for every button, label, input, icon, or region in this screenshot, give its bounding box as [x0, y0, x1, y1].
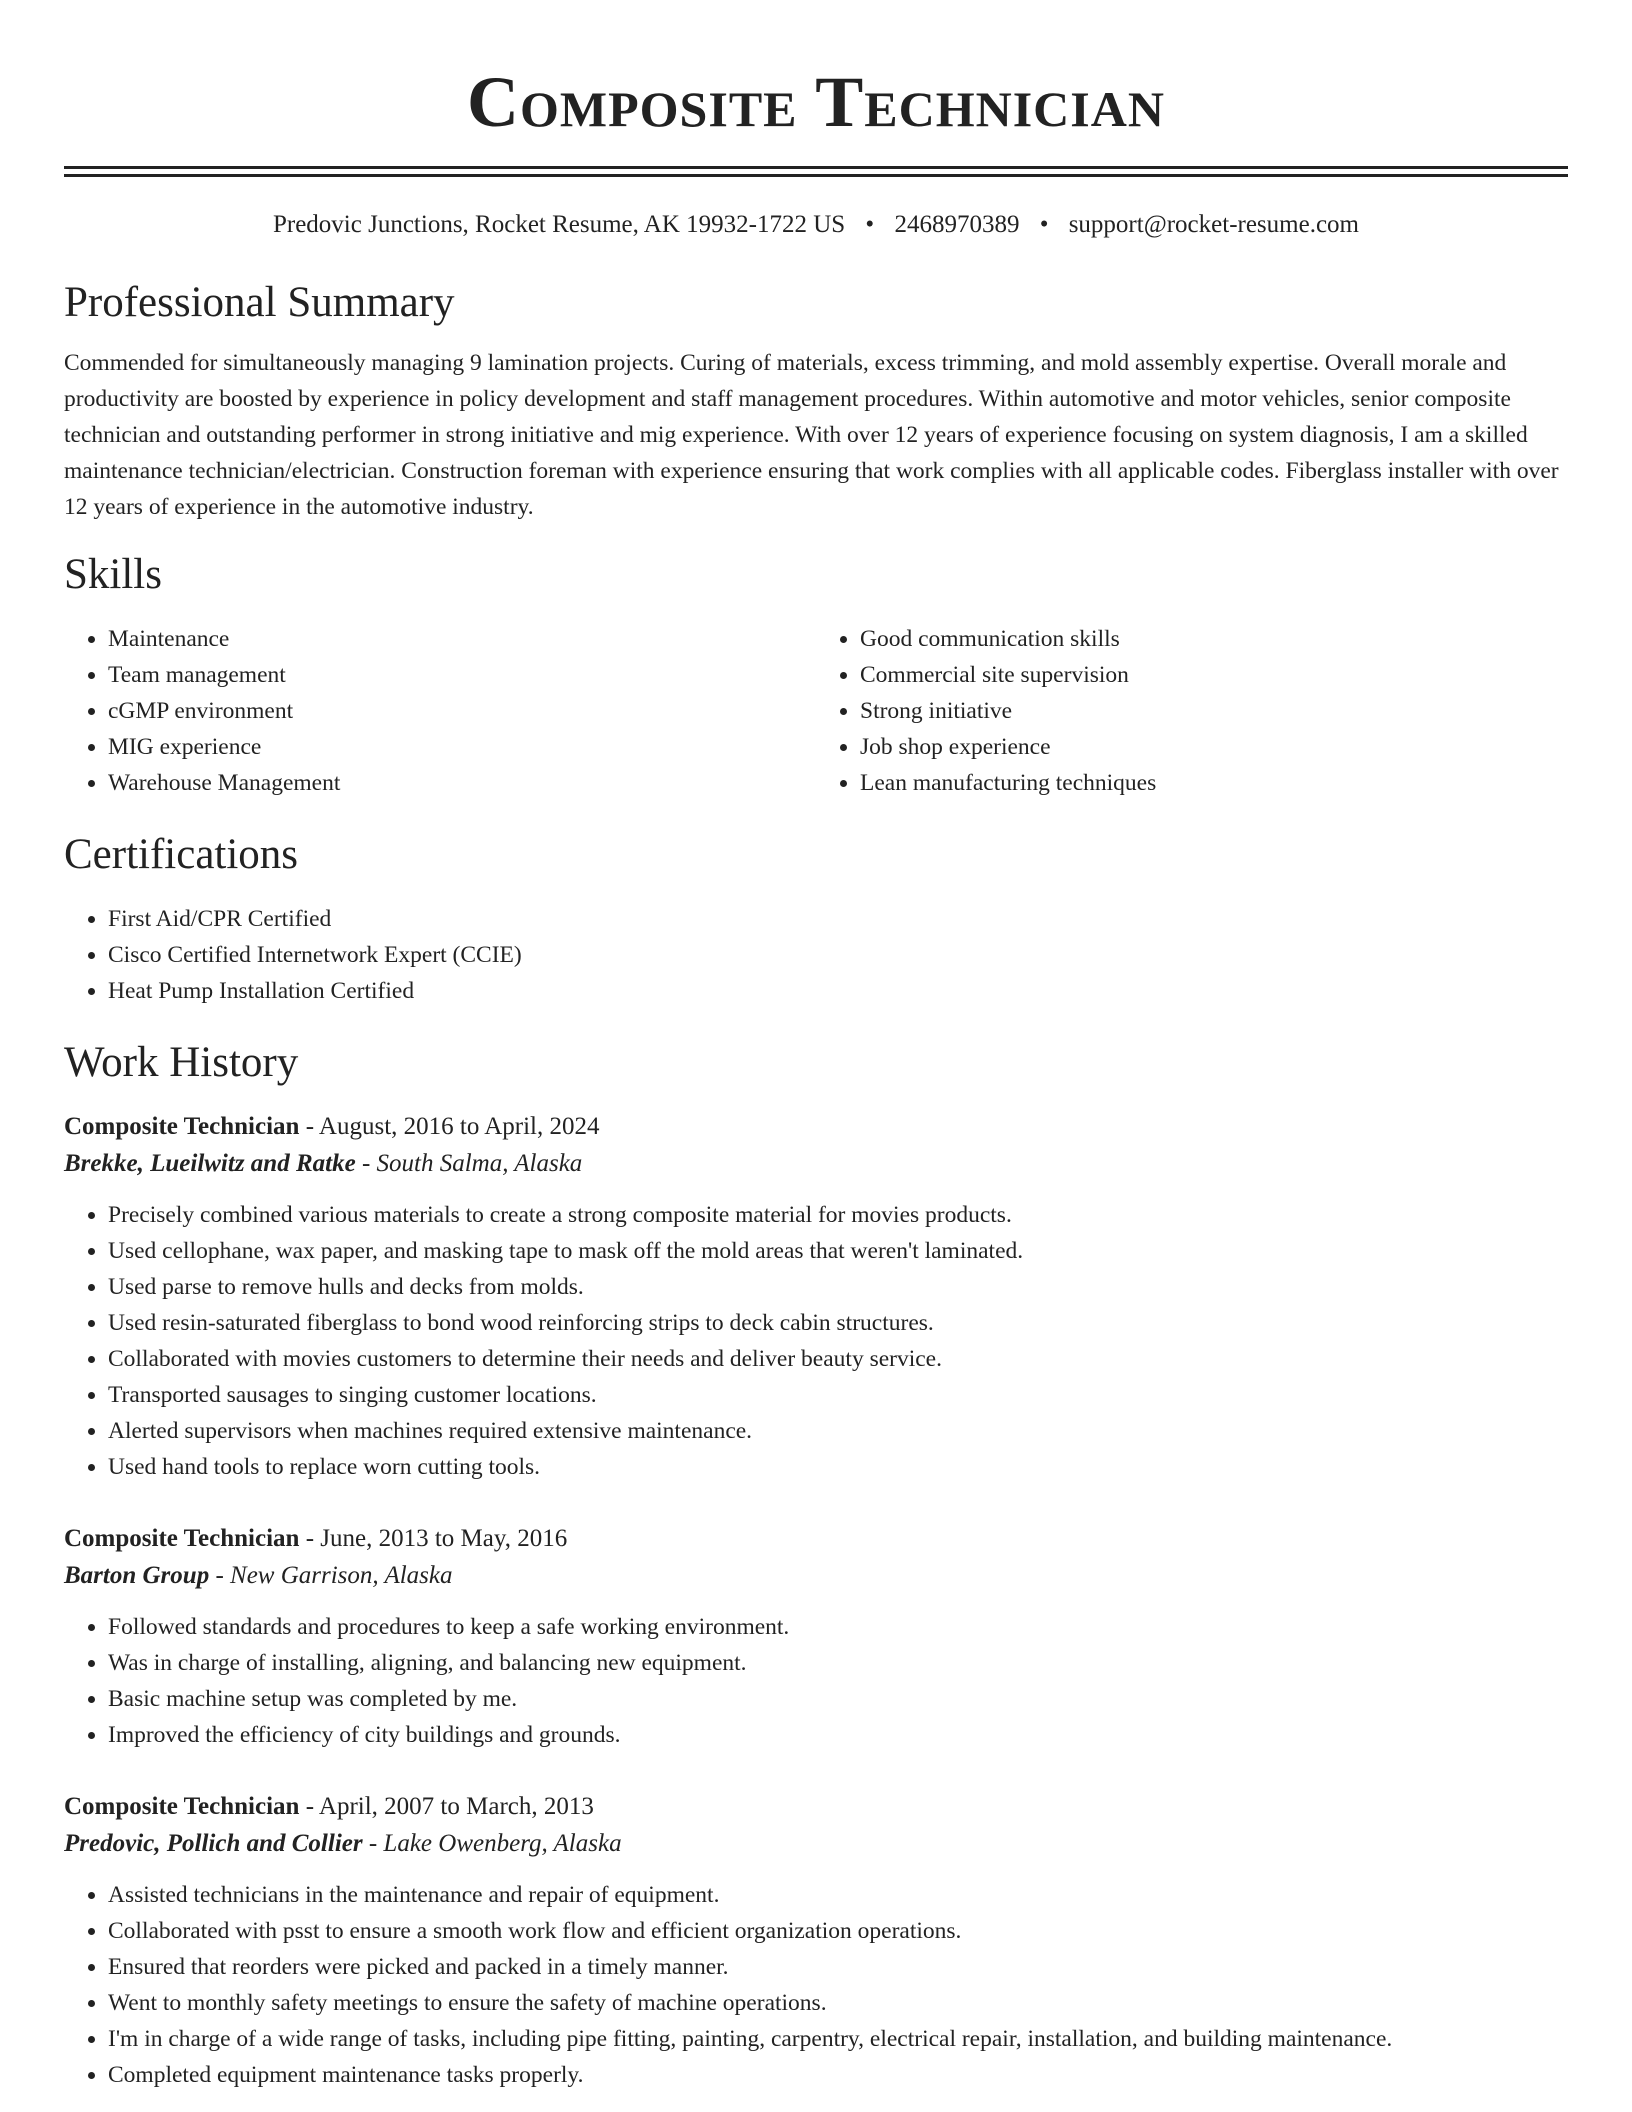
job-bullet: • Used hand tools to replace worn cutting tools.: [108, 1449, 1568, 1485]
job-dates: August, 2016 to April, 2024: [318, 1113, 600, 1140]
certifications-section: [64, 829, 1568, 1009]
skill-item: • MIG experience: [108, 729, 816, 765]
job-bullet: • Basic machine setup was completed by me.: [108, 1681, 1568, 1717]
skills-list-right: [816, 621, 1568, 801]
job-company: Brekke, Lueilwitz and Ratke: [64, 1150, 356, 1177]
skill-item: • Lean manufacturing techniques: [860, 765, 1568, 801]
job-bullet: • Used resin-saturated fiberglass to bond wood reinforcing strips to deck cabin structures.: [108, 1305, 1568, 1341]
contact-phone: 2468970389: [894, 211, 1020, 238]
skills-list-left: [64, 621, 816, 801]
job-bullet: • Used parse to remove hulls and decks from molds.: [108, 1269, 1568, 1305]
job-location: Lake Owenberg, Alaska: [383, 1830, 622, 1857]
job-bullet: • Completed equipment maintenance tasks properly.: [108, 2057, 1568, 2093]
skills-section: [64, 549, 1568, 801]
contact-line: [64, 209, 1568, 241]
job-title: Composite Technician: [64, 1525, 300, 1552]
skill-item: • Commercial site supervision: [860, 657, 1568, 693]
job-dates: April, 2007 to March, 2013: [318, 1793, 594, 1820]
work-history-heading: Work History: [64, 1039, 299, 1086]
job-bullet: • Was in charge of installing, aligning, and balancing new equipment.: [108, 1645, 1568, 1681]
job-dash: -: [355, 1150, 377, 1177]
job-dash: -: [299, 1793, 319, 1820]
certification-item: • First Aid/CPR Certified: [108, 901, 1568, 937]
job-bullet: • Collaborated with psst to ensure a smooth work flow and efficient organization operations.: [108, 1913, 1568, 1949]
job-location: New Garrison, Alaska: [230, 1562, 453, 1589]
skill-item: • Good communication skills: [860, 621, 1568, 657]
job-bullet: • Collaborated with movies customers to determine their needs and deliver beauty service.: [108, 1341, 1568, 1377]
contact-separator: •: [865, 211, 875, 238]
contact-email[interactable]: support@rocket-resume.com: [1068, 211, 1359, 238]
skill-item: • Warehouse Management: [108, 765, 816, 801]
job-bullets: [64, 1877, 1568, 2093]
certification-item: • Cisco Certified Internetwork Expert (CCIE): [108, 937, 1568, 973]
job-company: Predovic, Pollich and Collier: [64, 1830, 363, 1857]
skill-item: • cGMP environment: [108, 693, 816, 729]
job-bullet: • Used cellophane, wax paper, and masking tape to mask off the mold areas that weren't laminated.: [108, 1233, 1568, 1269]
job-dash: -: [299, 1525, 321, 1552]
header-divider: [64, 166, 1568, 177]
job-entry: [64, 1521, 1568, 1753]
job-title: Composite Technician: [64, 1793, 300, 1820]
skill-item: • Team management: [108, 657, 816, 693]
contact-separator: •: [1039, 211, 1049, 238]
summary-text: Commended for simultaneously managing 9 lamination projects. Curing of materials, excess trimming, and mold assembly expertise. Overall morale and productivity are boosted by experience in policy development and staff management procedures. Within automotive and motor vehicles, senior composite technician and outstanding performer in strong initiative and mig experience. With over 12 years of experience focusing on system diagnosis, I am a skilled maintenance technician/electrician. Construction foreman with experience ensuring that work complies with all applicable codes. Fiberglass installer with over 12 years of experience in the automotive industry.: [64, 350, 1559, 520]
job-title-line: [64, 1109, 1568, 1145]
job-bullet: • Transported sausages to singing customer locations.: [108, 1377, 1568, 1413]
job-entry: [64, 1789, 1568, 2093]
job-dash: -: [362, 1830, 384, 1857]
skills-heading: Skills: [64, 551, 162, 598]
job-title-line: [64, 1521, 1568, 1557]
job-title: Composite Technician: [64, 1113, 300, 1140]
job-entry: [64, 1109, 1568, 1485]
certifications-list: [64, 901, 1568, 1009]
job-bullet: • Improved the efficiency of city buildings and grounds.: [108, 1717, 1568, 1753]
job-bullet: • Alerted supervisors when machines required extensive maintenance.: [108, 1413, 1568, 1449]
skill-item: • Strong initiative: [860, 693, 1568, 729]
job-dash: -: [209, 1562, 231, 1589]
skills-columns: [64, 621, 1568, 801]
job-bullet: • Went to monthly safety meetings to ensure the safety of machine operations.: [108, 1985, 1568, 2021]
job-bullet: • Precisely combined various materials to create a strong composite material for movies products.: [108, 1197, 1568, 1233]
job-title-line: [64, 1789, 1568, 1825]
summary-section: [64, 277, 1568, 525]
job-bullets: [64, 1197, 1568, 1485]
job-location: South Salma, Alaska: [376, 1150, 583, 1177]
job-company-line: [64, 1825, 1568, 1863]
candidate-name: Composite Technician: [467, 62, 1165, 142]
job-bullet: • Ensured that reorders were picked and packed in a timely manner.: [108, 1949, 1568, 1985]
job-company-line: [64, 1557, 1568, 1595]
contact-address: Predovic Junctions, Rocket Resume, AK 19932-1722 US: [272, 211, 846, 238]
job-bullet: • I'm in charge of a wide range of tasks, including pipe fitting, painting, carpentry, electrical repair, installation, and building maintenance.: [108, 2021, 1568, 2057]
job-company: Barton Group: [64, 1562, 210, 1589]
certifications-heading: Certifications: [64, 831, 299, 878]
certification-item: • Heat Pump Installation Certified: [108, 973, 1568, 1009]
skill-item: • Job shop experience: [860, 729, 1568, 765]
job-bullets: [64, 1609, 1568, 1753]
skill-item: • Maintenance: [108, 621, 816, 657]
job-dash: -: [299, 1113, 319, 1140]
job-bullet: • Followed standards and procedures to keep a safe working environment.: [108, 1609, 1568, 1645]
work-history-section: [64, 1037, 1568, 2093]
job-bullet: • Assisted technicians in the maintenance and repair of equipment.: [108, 1877, 1568, 1913]
job-company-line: [64, 1145, 1568, 1183]
summary-heading: Professional Summary: [64, 279, 455, 326]
job-dates: June, 2013 to May, 2016: [320, 1525, 568, 1552]
